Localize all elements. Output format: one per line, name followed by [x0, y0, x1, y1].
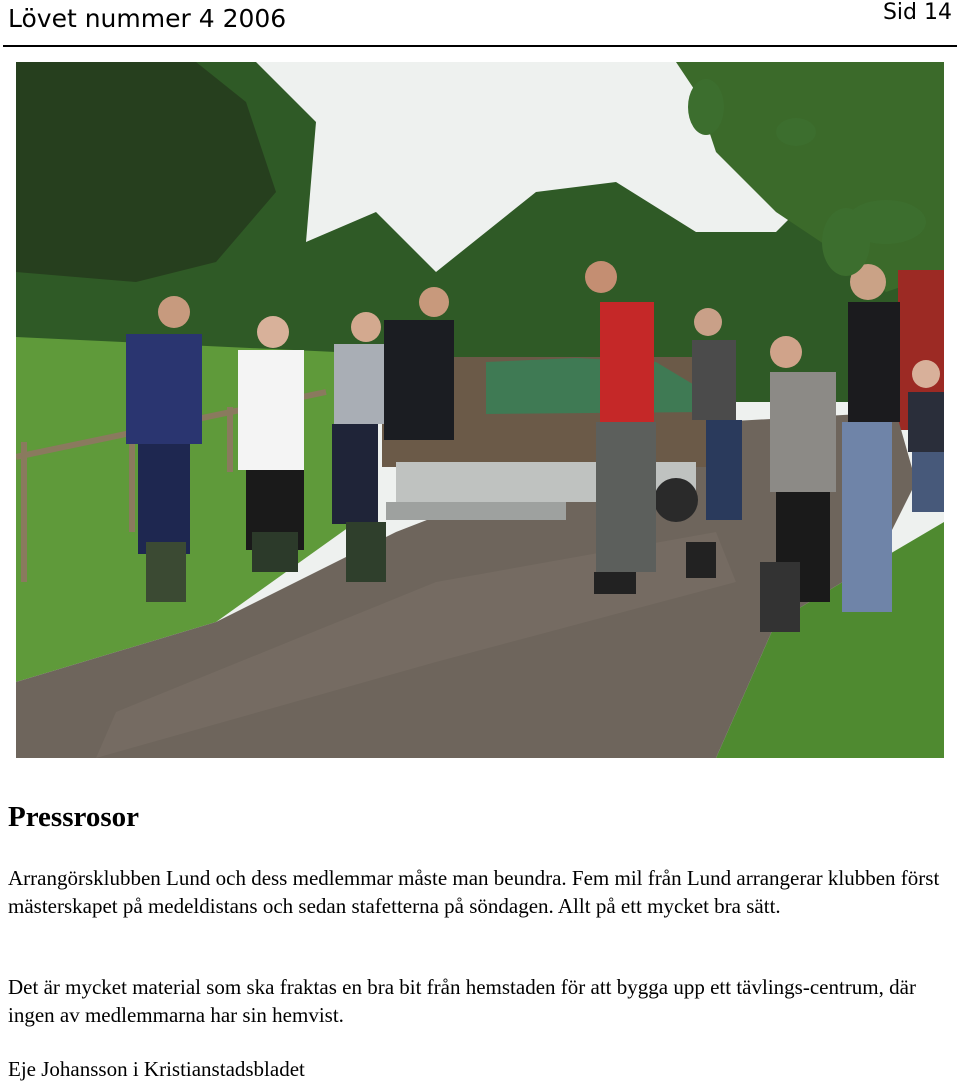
article-photo — [16, 62, 944, 758]
article-title: Pressrosor — [8, 801, 140, 833]
article-paragraph: Det är mycket material som ska fraktas en bra bit från hemstaden för att bygga upp ett tävlings-centrum, där ingen av medlemmarna har sin hemvist. — [8, 975, 916, 1027]
article-source: Eje Johansson i Kristianstadsbladet — [8, 1057, 305, 1081]
article-paragraph: Arrangörsklubben Lund och dess medlemmar måste man beundra. Fem mil från Lund arrangerar klubben först mästerskapet på medeldistans och sedan stafetterna på söndagen. Allt på ett mycket bra sätt. — [8, 866, 940, 918]
header-divider — [3, 45, 957, 47]
publication-title: Lövet nummer 4 2006 — [8, 4, 287, 33]
page-number: Sid 14 — [882, 0, 952, 25]
